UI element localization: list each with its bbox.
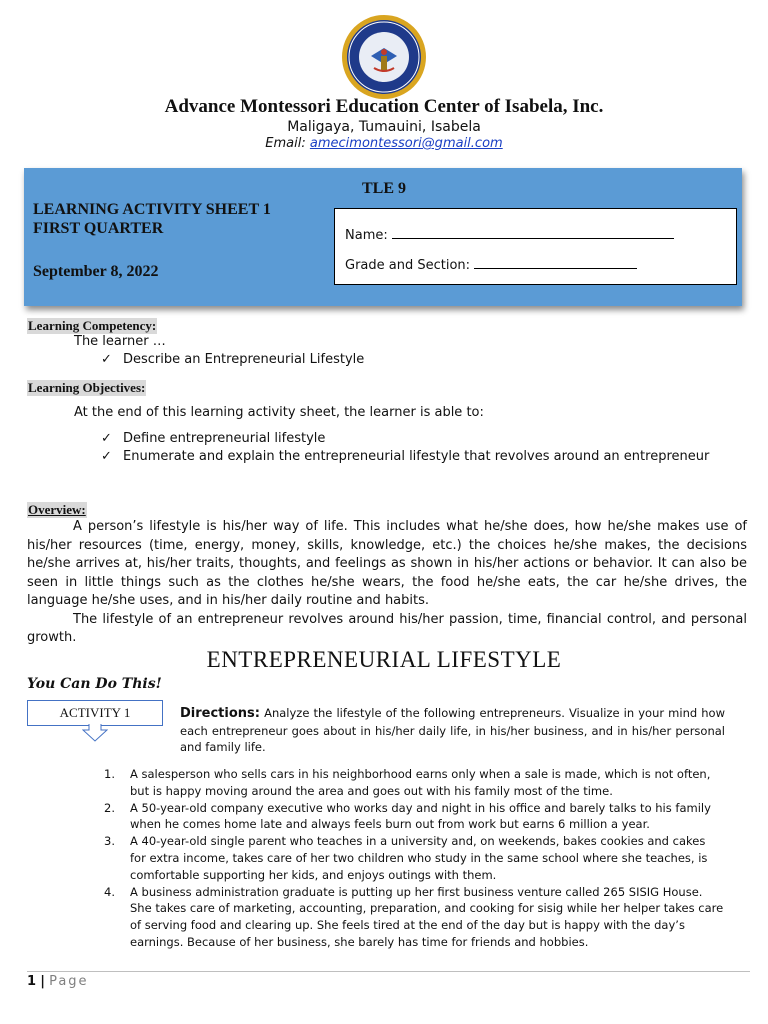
page-word: Page: [49, 974, 89, 989]
check-icon: ✓: [101, 449, 112, 464]
school-name: Advance Montessori Education Center of Isabela, Inc.: [164, 96, 604, 117]
activity-items: [104, 766, 724, 951]
overview-paragraph: The lifestyle of an entrepreneur revolves around his/her passion, time, financial control, and personal growth.: [27, 611, 747, 645]
name-row: [345, 226, 674, 243]
page-number: 1: [27, 974, 37, 989]
tagline: You Can Do This!: [27, 676, 162, 692]
objective-item: ✓ Define entrepreneurial lifestyle: [101, 431, 326, 446]
overview-heading: Overview:: [28, 502, 86, 517]
sheet-title-line-2: FIRST QUARTER: [33, 220, 164, 237]
list-item: 1. A salesperson who sells cars in his neighborhood earns only when a sale is made, which is not often, but is happy moving around the area and goes out with his family most of the time.: [104, 767, 711, 798]
sheet-title-line-1: LEARNING ACTIVITY SHEET 1: [33, 201, 271, 218]
down-arrow-icon: [82, 724, 108, 742]
name-field[interactable]: [392, 226, 674, 239]
grade-row: [345, 256, 637, 273]
objectives-heading: Learning Objectives:: [28, 380, 146, 395]
student-info-box: [334, 208, 737, 285]
overview-body: [27, 518, 747, 648]
competency-item: ✓ Describe an Entrepreneurial Lifestyle: [101, 352, 365, 367]
directions-label: Directions:: [180, 706, 260, 721]
school-seal-logo: [341, 14, 427, 100]
objective-item: ✓ Enumerate and explain the entrepreneurial lifestyle that revolves around an entrepreneur: [101, 449, 710, 464]
list-item: 3. A 40-year-old single parent who teaches in a university and, on weekends, bakes cookies and cakes for extra income, takes care of her two children who study in the same school where she teaches, is comfortable supporting her kids, and enjoys outings with them.: [104, 834, 708, 882]
check-icon: ✓: [101, 352, 112, 367]
footer-separator: |: [40, 974, 45, 989]
directions-text: Analyze the lifestyle of the following entrepreneurs. Visualize in your mind how each entrepreneur goes about in his/her daily life, in his/her business, and in his/her personal and family life.: [180, 706, 725, 754]
sheet-date: September 8, 2022: [33, 263, 159, 280]
page-footer: [27, 974, 89, 989]
grade-label: Grade and Section:: [345, 258, 471, 273]
email-link[interactable]: amecimontessori@gmail.com: [309, 136, 503, 151]
section-title: ENTREPRENEURIAL LIFESTYLE: [206, 647, 562, 672]
grade-section-field[interactable]: [474, 256, 637, 269]
email-label: Email:: [265, 136, 306, 151]
check-icon: ✓: [101, 431, 112, 446]
school-address: Maligaya, Tumauini, Isabela: [287, 119, 481, 135]
activity-label-box: ACTIVITY 1: [27, 700, 163, 726]
overview-paragraph: A person’s lifestyle is his/her way of life. This includes what he/she does, how he/she makes use of his/her resources (time, energy, money, skills, knowledge, etc.) the choices he/she makes, the decisions he/she arrives at, his/her traits, thoughts, and feelings as shown in his/her actions or behavior. It can also be seen in little things such as the clothes he/she wears, the food he/she eats, the car he/she drives, the language he/she uses, and in his/her daily routine and habits.: [27, 519, 747, 608]
list-item: 2. A 50-year-old company executive who works day and night in his office and barely talks to his family when he comes home late and always feels burn out from work but earns 6 million a year.: [104, 800, 711, 832]
activity-directions: [180, 705, 725, 756]
name-label: Name:: [345, 228, 388, 243]
list-item: 4. A business administration graduate is putting up her first business venture called 265 SISIG House. She takes care of marketing, accounting, preparation, and cooking for sisig while her helper takes care of serving food and clearing up. She feels tired at the end of the day but is happy with the day’s earnings. Because of her business, she barely has time for friends and hobbies.: [104, 884, 724, 949]
footer-divider: [27, 971, 750, 972]
school-email-line: [0, 136, 768, 151]
sheet-title: [33, 200, 271, 238]
competency-heading: Learning Competency:: [28, 318, 157, 333]
subject-label: TLE 9: [362, 180, 407, 197]
objectives-intro: At the end of this learning activity sheet, the learner is able to:: [74, 405, 484, 420]
competency-intro: The learner …: [74, 334, 166, 349]
